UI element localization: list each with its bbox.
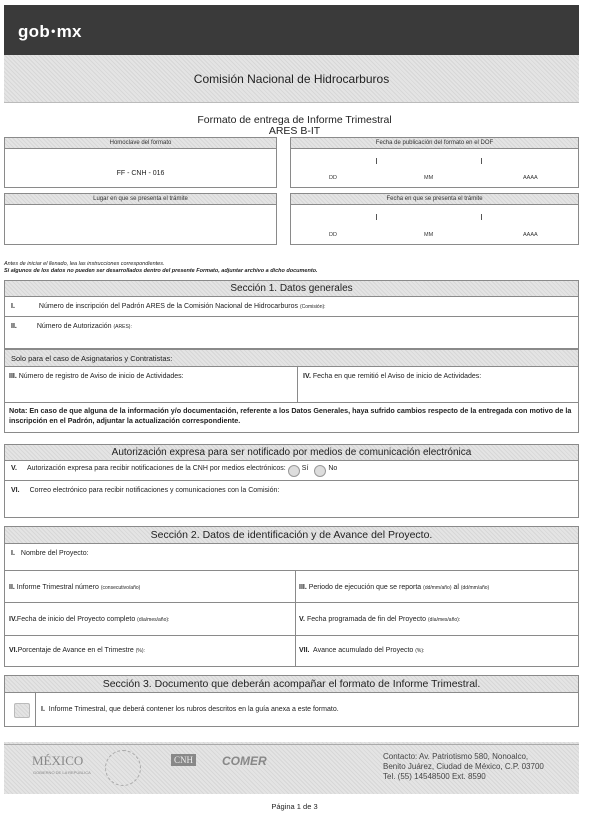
homoclave-value: FF - CNH - 016 xyxy=(116,170,165,177)
aaaa-label: AAAA xyxy=(523,232,538,238)
section1-header xyxy=(4,280,579,297)
section3-row-i xyxy=(4,693,579,727)
auth-row-v xyxy=(4,461,579,481)
field-vi[interactable]: VI.Porcentaje de Avance en el Trimestre (%): xyxy=(9,647,145,654)
no-radio[interactable] xyxy=(314,465,326,477)
row-number: VI. xyxy=(11,487,20,494)
fecha-tramite-label: Fecha en que se presenta el trámite xyxy=(291,194,578,205)
agency-name: Comisión Nacional de Hidrocarburos xyxy=(193,71,390,86)
si-radio[interactable] xyxy=(288,465,300,477)
row-number: I. xyxy=(11,303,15,310)
mm-label: MM xyxy=(424,232,434,238)
seal-emblem xyxy=(105,750,141,786)
mexico-logo: MÉXICO xyxy=(32,753,84,768)
section2-row-vi-vii xyxy=(4,636,579,667)
gobmx-logo[interactable]: gob•mx xyxy=(18,22,82,41)
cnh-logo: CNH xyxy=(171,754,196,766)
section2-header xyxy=(4,526,579,544)
row-number: V. xyxy=(11,465,17,472)
section1-row-ii[interactable] xyxy=(4,317,579,349)
field-iv[interactable]: IV. Fecha en que remitió el Aviso de inicio de Actividades: xyxy=(303,373,482,380)
row-hint: (Comisión): xyxy=(299,304,326,310)
note-line2: Si algunos de los datos no pueden ser desarrollados dentro del presente Formato, adjuntar archivo a dicho documento. xyxy=(4,268,318,274)
mexico-subtitle: GOBIERNO DE LA REPÚBLICA xyxy=(33,770,91,775)
section1-nota: Nota: En caso de que alguna de la información y/o documentación, referente a los Datos Generales, haya sufrido cambios respecto de la entregada con motivo de la inscripción en el Padrón, adjuntar la actualización correspondiente. xyxy=(4,403,579,433)
homoclave-box xyxy=(4,137,277,188)
dd-label: DD xyxy=(329,232,337,238)
page-number: Página 1 de 3 xyxy=(271,802,318,811)
agency-banner xyxy=(4,55,579,103)
si-label: Sí xyxy=(301,465,309,472)
subheader-text: Solo para el caso de Asignatarios y Contratistas: xyxy=(11,353,173,363)
field-ii[interactable]: II. Informe Trimestral número (consecutivo/año) xyxy=(9,584,141,591)
auth-header xyxy=(4,444,579,461)
field-iii[interactable]: III. Número de registro de Aviso de inicio de Actividades: xyxy=(9,373,184,380)
form-code: ARES B-IT xyxy=(268,125,321,137)
fecha-dof-label: Fecha de publicación del formato en el DOF xyxy=(291,138,578,149)
document-label: I. Informe Trimestral, que deberá contener los rubros descritos en la guía anexa a este formato. xyxy=(41,706,339,713)
auth-title: Autorización expresa para ser notificado por medios de comunicación electrónica xyxy=(111,447,472,458)
dd-label: DD xyxy=(329,175,337,181)
section1-title: Sección 1. Datos generales xyxy=(230,283,353,294)
row-label: Autorización expresa para recibir notificaciones de la CNH por medios electrónicos: xyxy=(26,465,286,472)
form-title-text: Formato de entrega de Informe Trimestral xyxy=(197,114,392,126)
section1-subheader xyxy=(4,349,579,367)
auth-row-vi[interactable] xyxy=(4,481,579,518)
row-number: I. xyxy=(11,550,15,557)
aaaa-label: AAAA xyxy=(523,175,538,181)
section1-row-iii-iv xyxy=(4,367,579,403)
comer-logo: COMER xyxy=(222,754,267,768)
field-iv[interactable]: IV.Fecha de inicio del Proyecto completo (día/mes/año): xyxy=(9,616,170,623)
section2-row-ii-iii xyxy=(4,571,579,603)
document-checkbox[interactable] xyxy=(14,703,30,718)
instructions-note xyxy=(4,261,579,275)
row-label: Correo electrónico para recibir notificaciones y comunicaciones con la Comisión: xyxy=(29,487,280,494)
contact-info: Contacto: Av. Patriotismo 580, Nonoalco, Benito Juárez, Ciudad de México, C.P. 03700 Tel. (55) 14548500 Ext. 8590 xyxy=(383,752,544,781)
row-hint: (ARES): xyxy=(113,324,132,330)
homoclave-label: Homoclave del formato xyxy=(5,138,276,149)
section2-title: Sección 2. Datos de identificación y de Avance del Proyecto. xyxy=(150,529,433,541)
fecha-tramite-box[interactable] xyxy=(290,193,579,245)
section3-header xyxy=(4,675,579,693)
form-title xyxy=(0,115,589,137)
row-number: II. xyxy=(11,323,17,330)
top-bar xyxy=(4,5,579,55)
section2-row-iv-v xyxy=(4,603,579,636)
field-vii[interactable]: VII. Avance acumulado del Proyecto (%): xyxy=(299,647,425,654)
note-line1: Antes de iniciar el llenado, lea las instrucciones correspondientes. xyxy=(4,261,165,267)
row-label: Número de Autorización xyxy=(36,323,112,330)
no-label: No xyxy=(328,465,338,472)
mm-label: MM xyxy=(424,175,434,181)
section2-row-i[interactable] xyxy=(4,544,579,571)
lugar-label: Lugar en que se presenta el trámite xyxy=(5,194,276,205)
section1-row-i[interactable] xyxy=(4,297,579,317)
row-label: Número de inscripción del Padrón ARES de la Comisión Nacional de Hidrocarburos xyxy=(38,303,299,310)
fecha-dof-box[interactable] xyxy=(290,137,579,188)
section3-title: Sección 3. Documento que deberán acompañar el formato de Informe Trimestral. xyxy=(102,678,481,690)
field-v[interactable]: V. Fecha programada de fin del Proyecto (día/mes/año): xyxy=(299,616,461,623)
lugar-box[interactable] xyxy=(4,193,277,245)
row-label: Nombre del Proyecto: xyxy=(20,550,89,557)
field-iii[interactable]: III. Periodo de ejecución que se reporta (dd/mm/año) al (dd/mm/año) xyxy=(299,584,490,591)
